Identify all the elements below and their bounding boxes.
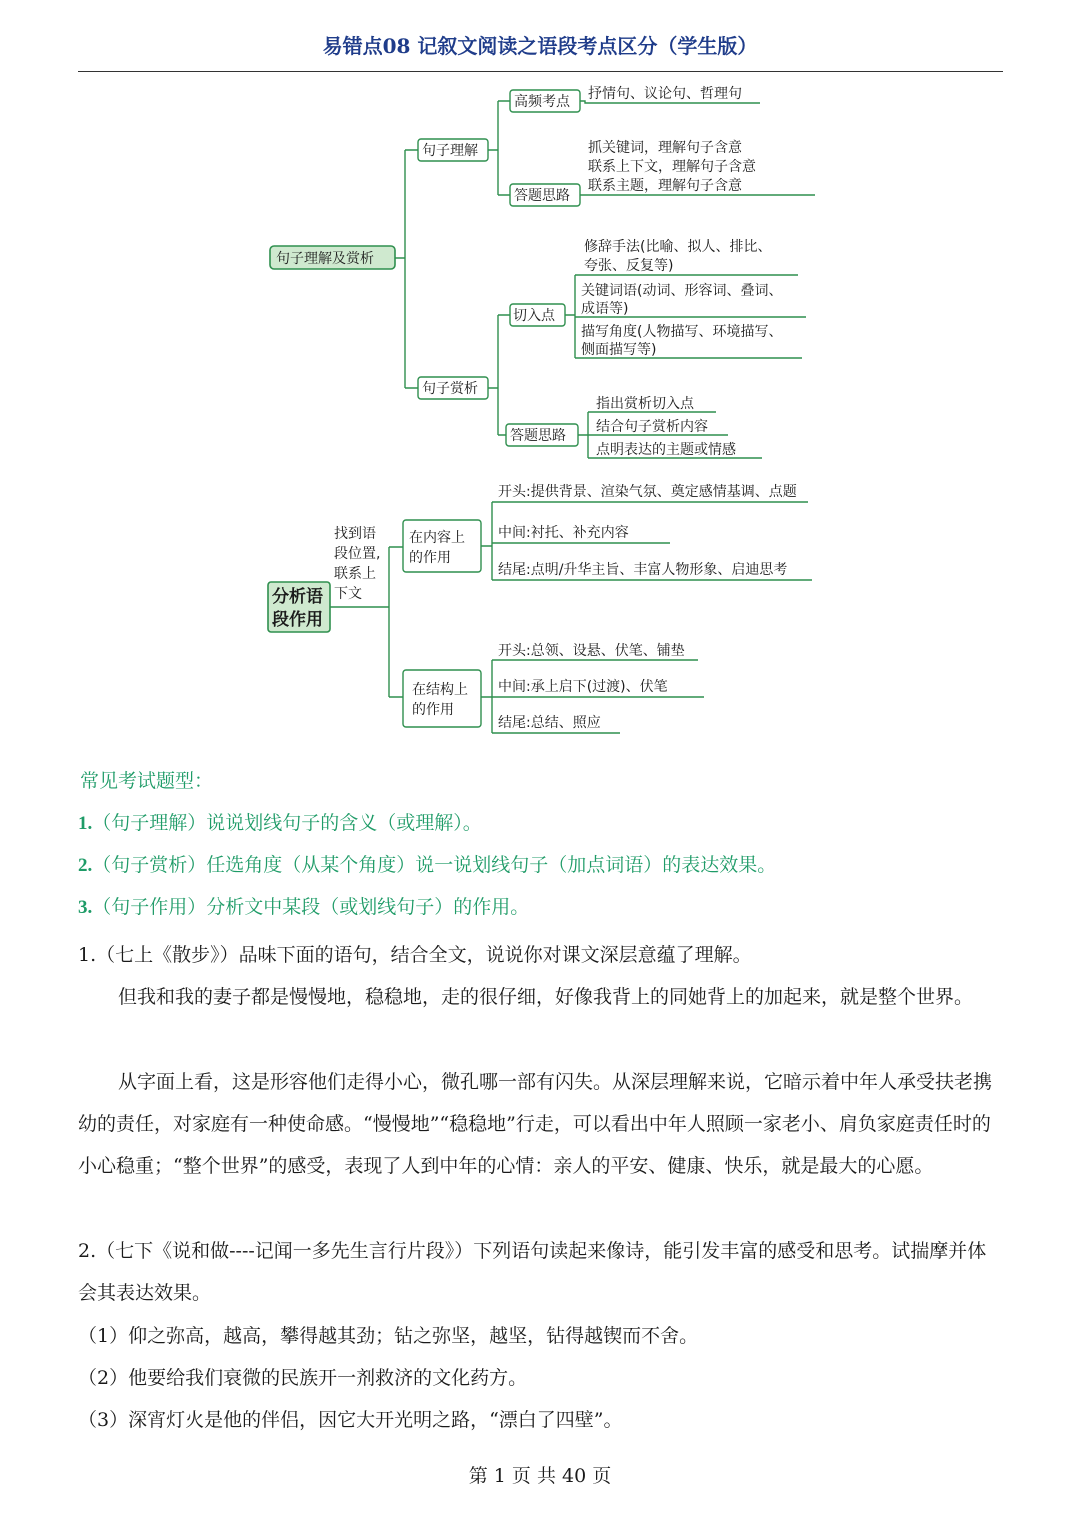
- exam-type-text: （句子作用）分析文中某段（或划线句子）的作用。: [92, 896, 530, 918]
- question2-item: （3）深宵灯火是他的伴侣，因它大开光明之路，“漂白了四壁”。: [78, 1409, 623, 1431]
- content-item: 中间:衬托、补充内容: [498, 525, 629, 541]
- mindmap1-root: 句子理解及赏析: [276, 251, 374, 267]
- appreciate-answer-item: 指出赏析切入点: [596, 396, 694, 412]
- page-title: 易错点08 记叙文阅读之语段考点区分（学生版）: [322, 34, 758, 58]
- entry-item: 成语等): [581, 301, 629, 317]
- exam-type-number: 3.: [78, 897, 93, 918]
- exam-types-heading: 常见考试题型：: [80, 770, 214, 792]
- exam-type-number: 1.: [78, 813, 93, 834]
- question1-answer: 从字面上看，这是形容他们走得小心，微孔哪一部有闪失。从深层理解来说，它暗示着中年人承受扶老携幼的责任，对家庭有一种使命感。“慢慢地”“稳稳地”行走，可以看出中年人照顾一家老小、肩负家庭责任时的小心稳重；“整个世界”的感受，表现了人到中年的心情：亲人的平安、健康、快乐，就是最大的心愿。: [78, 1071, 993, 1177]
- understand-answer-item: 抓关键词，理解句子含意: [588, 140, 742, 156]
- mindmap1-root-connector: [395, 150, 418, 388]
- mind-map: [0, 0, 1080, 750]
- content-item: 结尾:点明/升华主旨、丰富人物形象、启迪思考: [498, 562, 788, 578]
- exam-type-item: [78, 808, 482, 835]
- entry-item: 夸张、反复等): [584, 258, 674, 274]
- node-freq: 高频考点: [514, 94, 570, 110]
- entry-item: 关键词语(动词、形容词、叠词、: [581, 283, 783, 299]
- node-understand: 句子理解: [422, 143, 478, 159]
- node-understand-answer: 答题思路: [514, 188, 570, 204]
- exam-type-number: 2.: [78, 855, 93, 876]
- question1-quote: 但我和我的妻子都是慢慢地，稳稳地，走的很仔细，好像我背上的同她背上的加起来，就是整个世界。: [118, 986, 974, 1008]
- mindmap2-hint: 段位置,: [334, 546, 381, 562]
- page-number: 第 1 页 共 40 页: [468, 1465, 612, 1487]
- exam-type-text: （句子理解）说说划线句子的含义（或理解）。: [92, 812, 482, 834]
- appreciate-connector: [488, 315, 510, 435]
- entry-item: 侧面描写等): [581, 342, 657, 358]
- entry-item: 修辞手法(比喻、拟人、排比、: [584, 239, 772, 255]
- entry-item: 描写角度(人物描写、环境描写、: [581, 324, 783, 340]
- mindmap2-root: 段作用: [272, 610, 323, 630]
- understand-answer-item: 联系主题，理解句子含意: [588, 178, 742, 194]
- structure-item: 中间:承上启下(过渡)、伏笔: [498, 679, 668, 695]
- node-structure: 的作用: [412, 702, 454, 718]
- question1-prompt: 1.（七上《散步》）品味下面的语句，结合全文，说说你对课文深层意蕴了理解。: [78, 944, 752, 966]
- node-structure-box: [403, 670, 481, 727]
- question2-prompt: 2.（七下《说和做----记闻一多先生言行片段》）下列语句读起来像诗，能引发丰富的感受和思考。试揣摩并体会其表达效果。: [78, 1240, 987, 1304]
- content-item: 开头:提供背景、渲染气氛、奠定感情基调、点题: [498, 484, 797, 500]
- node-structure: 在结构上: [412, 682, 468, 698]
- appreciate-answer-item: 结合句子赏析内容: [596, 419, 708, 435]
- understand-connector: [488, 101, 510, 195]
- understand-answer-item: 联系上下文，理解句子含意: [588, 159, 756, 175]
- mindmap2-root: 分析语: [272, 587, 323, 607]
- exam-type-text: （句子赏析）任选角度（从某个角度）说一说划线句子（加点词语）的表达效果。: [92, 854, 777, 876]
- mindmap2-hint: 找到语: [334, 526, 376, 542]
- exam-type-item: [78, 892, 529, 919]
- mindmap2-hint: 下文: [334, 586, 362, 602]
- appreciate-answer-item: 点明表达的主题或情感: [596, 442, 736, 458]
- freq-items: 抒情句、议论句、哲理句: [588, 86, 742, 102]
- node-content: 在内容上: [409, 530, 465, 546]
- question2-item: （1）仰之弥高，越高，攀得越其劲；钻之弥坚，越坚，钻得越锲而不舍。: [78, 1325, 699, 1347]
- question2-item: （2）他要给我们衰微的民族开一剂救济的文化药方。: [78, 1367, 528, 1389]
- node-appreciate-answer: 答题思路: [510, 428, 566, 444]
- node-appreciate: 句子赏析: [422, 381, 478, 397]
- exam-type-item: [78, 850, 776, 877]
- node-content: 的作用: [409, 550, 451, 566]
- node-entry: 切入点: [513, 308, 555, 324]
- structure-item: 结尾:总结、照应: [498, 715, 601, 731]
- mindmap2-hint: 联系上: [334, 566, 376, 582]
- structure-item: 开头:总领、设悬、伏笔、铺垫: [498, 643, 685, 659]
